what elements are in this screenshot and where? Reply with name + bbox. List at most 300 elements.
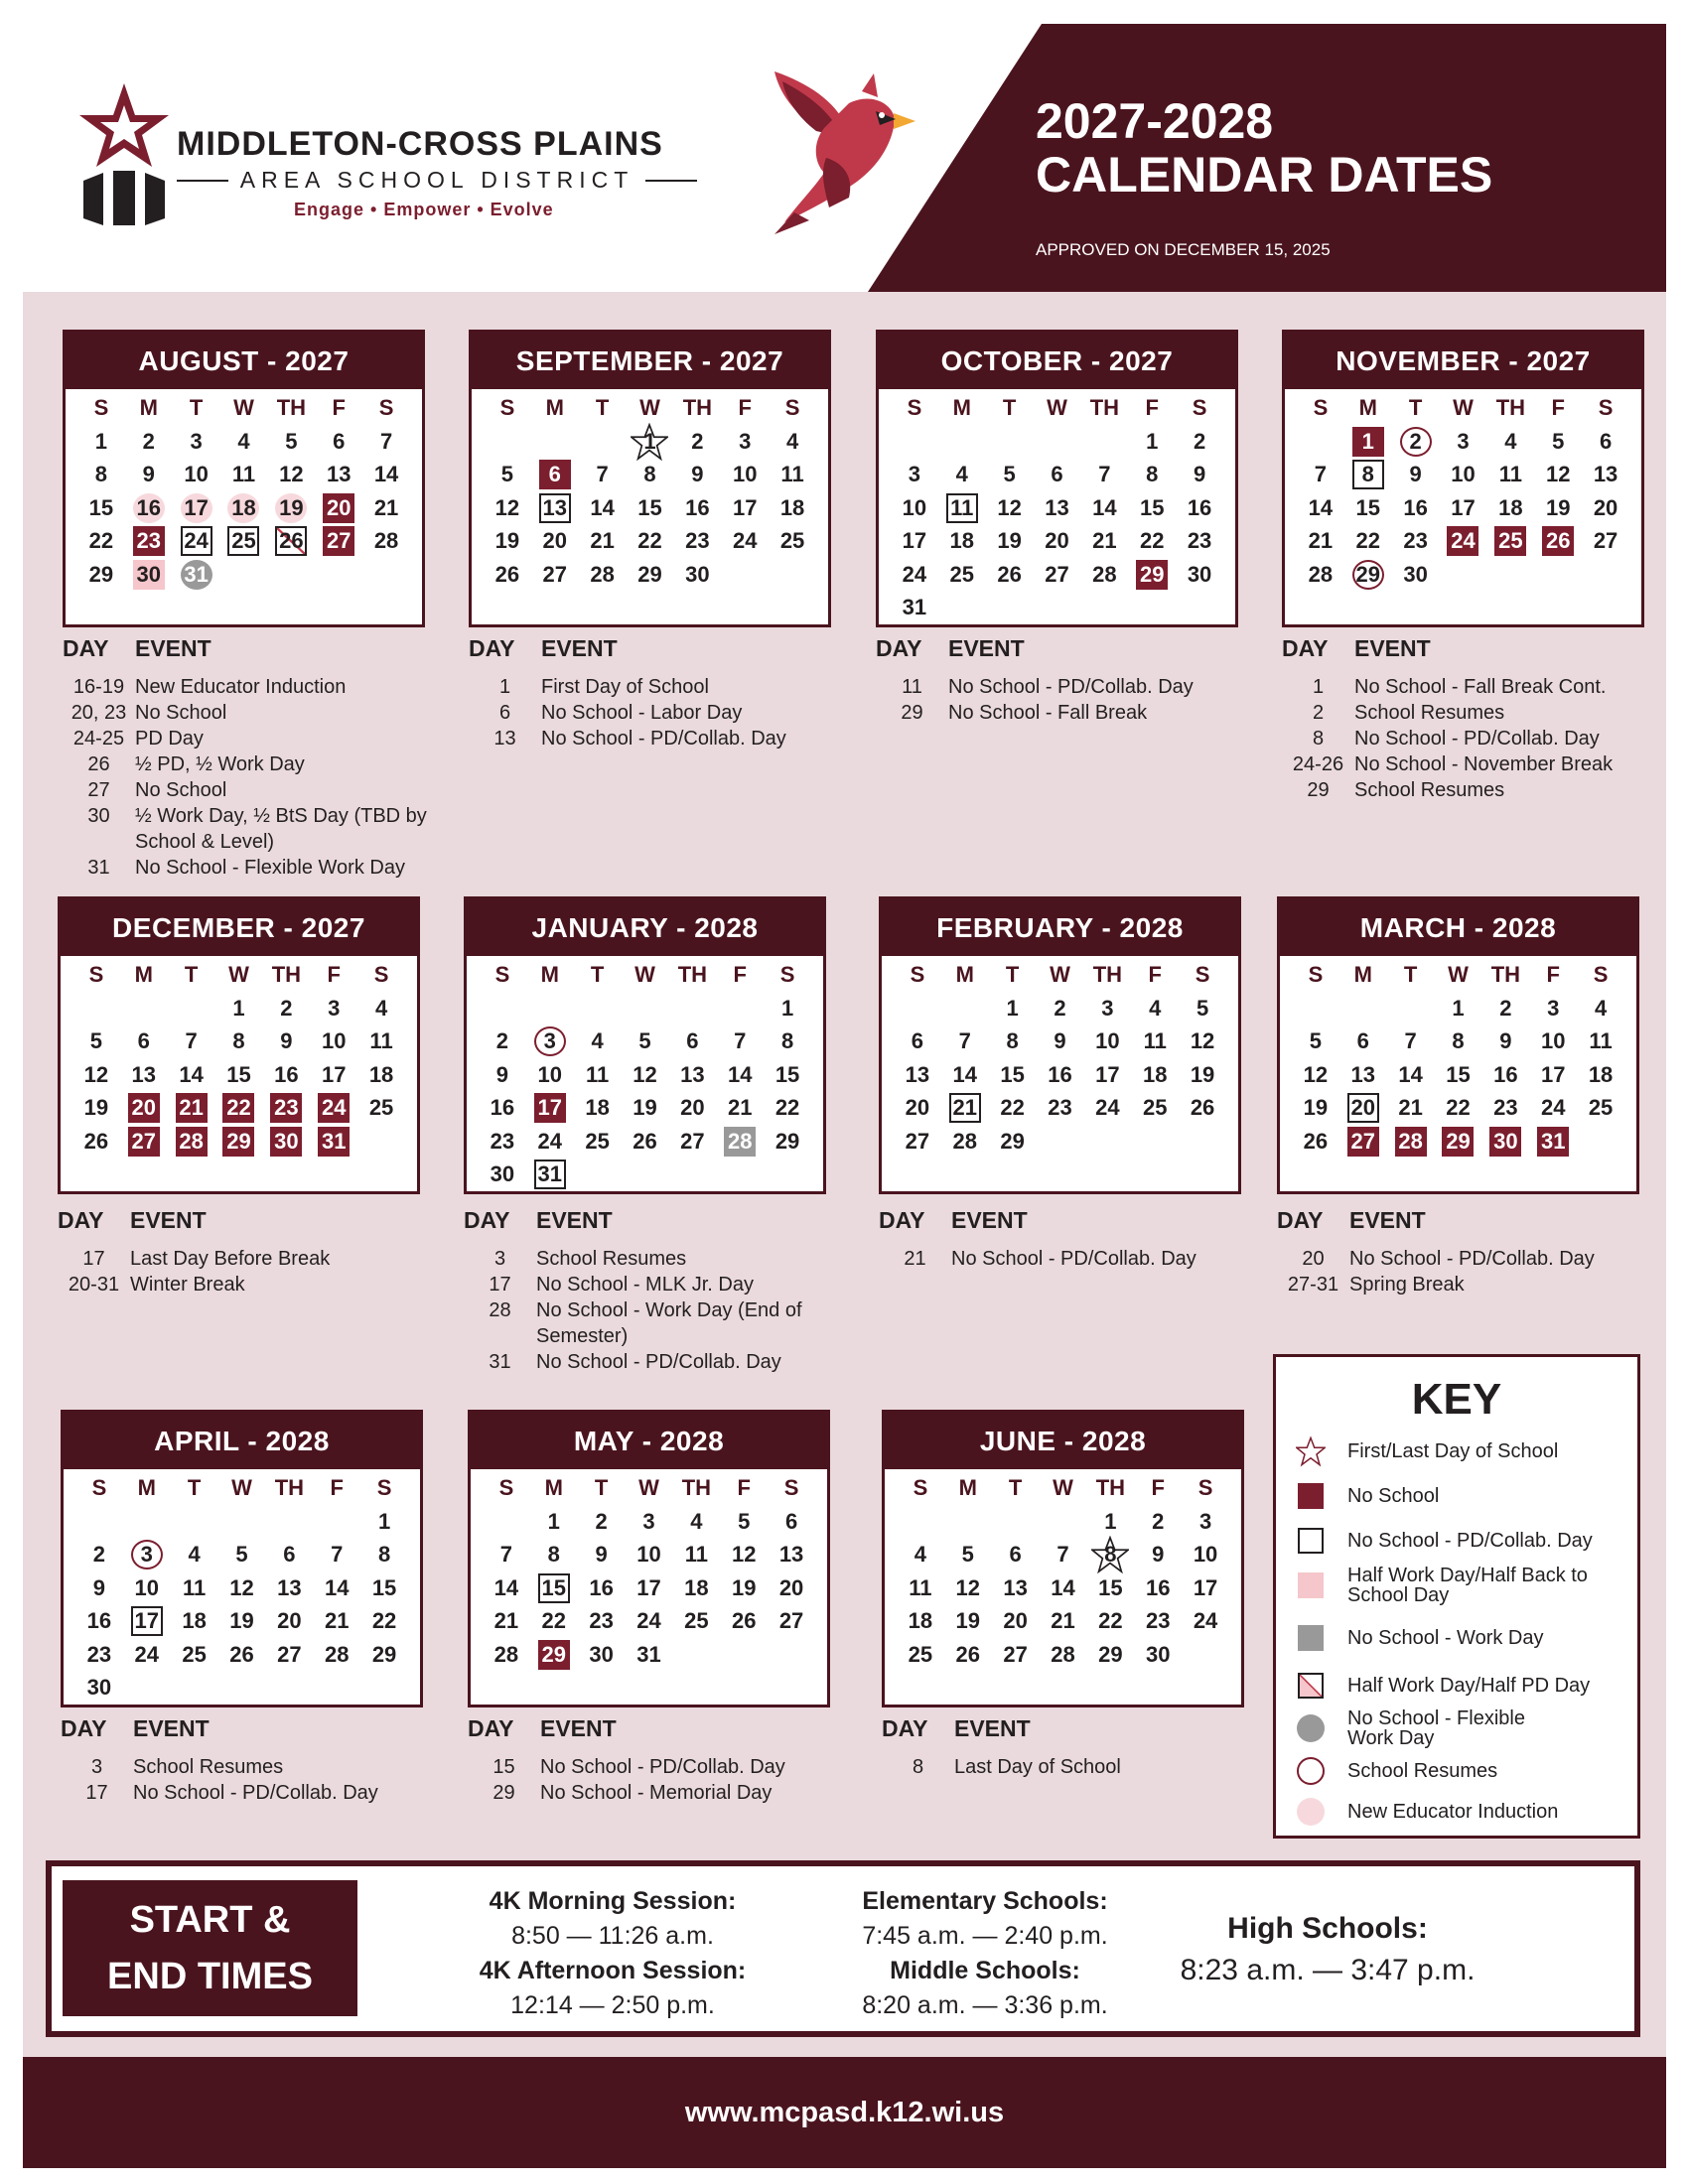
day-number: 1 bbox=[94, 428, 108, 454]
day-number: 16 bbox=[1145, 1574, 1171, 1600]
empty-day-cell bbox=[265, 1505, 313, 1539]
day-cell bbox=[310, 1092, 357, 1126]
day-cell bbox=[315, 425, 362, 459]
event-text: No School - PD/Collab. Day bbox=[540, 1756, 785, 1778]
weekday-header bbox=[484, 394, 816, 422]
district-logo-icon bbox=[70, 81, 179, 225]
day-cell bbox=[721, 491, 769, 525]
day-number: 2 bbox=[1193, 428, 1206, 454]
day-number: 5 bbox=[235, 1542, 248, 1568]
day-cell bbox=[310, 1058, 357, 1092]
day-number: 14 bbox=[727, 1061, 753, 1087]
day-number: 21 bbox=[176, 1093, 208, 1123]
day-number: 23 bbox=[270, 1093, 302, 1123]
event-day: 13 bbox=[493, 728, 516, 750]
day-number: 30 bbox=[490, 1161, 515, 1187]
event-column-header: EVENT bbox=[954, 1715, 1031, 1741]
event-column-header: EVENT bbox=[540, 1715, 617, 1741]
day-number: 20 bbox=[323, 493, 354, 523]
month-calendar bbox=[1277, 896, 1639, 1194]
day-number: 26 bbox=[1303, 1128, 1329, 1154]
empty-day-cell bbox=[526, 992, 574, 1025]
event-row bbox=[469, 674, 861, 700]
weekday-label: S bbox=[913, 1475, 928, 1500]
day-cell bbox=[716, 1058, 764, 1092]
weekday-label: M bbox=[1353, 962, 1372, 987]
weekday-label: T bbox=[187, 1475, 202, 1500]
day-cell bbox=[1034, 558, 1081, 592]
day-cell bbox=[315, 459, 362, 492]
day-column-header: DAY bbox=[882, 1715, 928, 1741]
empty-day-cell bbox=[171, 1505, 218, 1539]
day-cell bbox=[310, 1125, 357, 1159]
day-number: 4 bbox=[1594, 995, 1608, 1021]
weekday-label: S bbox=[1598, 395, 1614, 420]
day-number: 9 bbox=[1152, 1542, 1165, 1568]
day-number: 6 bbox=[1009, 1542, 1022, 1568]
day-cell bbox=[531, 525, 579, 559]
weekday-label: M bbox=[540, 962, 559, 987]
day-cell bbox=[75, 1571, 123, 1605]
day-cell bbox=[1577, 1092, 1624, 1126]
day-cell bbox=[77, 459, 125, 492]
event-day: 16-19 bbox=[72, 676, 125, 698]
day-cell bbox=[1534, 525, 1582, 559]
pink-square-icon bbox=[1298, 1572, 1324, 1598]
day-number: 12 bbox=[997, 494, 1022, 520]
k4-afternoon-title: 4K Afternoon Session: bbox=[479, 1957, 747, 1984]
day-number: 13 bbox=[1350, 1061, 1375, 1087]
day-number: 28 bbox=[1092, 561, 1117, 587]
day-number: 23 bbox=[1493, 1095, 1518, 1121]
event-row bbox=[469, 726, 861, 751]
day-cell bbox=[171, 1605, 218, 1639]
month-calendar bbox=[1282, 330, 1644, 627]
weekday-label: W bbox=[1050, 962, 1070, 987]
times-4k bbox=[424, 1884, 801, 2023]
event-row bbox=[464, 1246, 856, 1272]
empty-day-cell bbox=[75, 1505, 123, 1539]
times-label bbox=[63, 1880, 357, 2016]
day-number: 29 bbox=[1000, 1128, 1025, 1154]
event-list-header bbox=[469, 635, 861, 662]
day-number: 3 bbox=[534, 1026, 566, 1056]
day-cell bbox=[1037, 1058, 1084, 1092]
day-number: 2 bbox=[1499, 995, 1512, 1021]
weekday-label: F bbox=[1151, 1475, 1165, 1500]
day-cell bbox=[531, 491, 579, 525]
key-label: New Educator Induction bbox=[1347, 1801, 1559, 1823]
day-number: 26 bbox=[997, 561, 1022, 587]
empty-day-cell bbox=[668, 992, 716, 1025]
day-cell bbox=[1440, 491, 1487, 525]
empty-day-cell bbox=[1297, 425, 1344, 459]
day-cell bbox=[626, 1571, 673, 1605]
day-number: 20 bbox=[1045, 528, 1069, 554]
day-cell bbox=[1128, 558, 1176, 592]
day-number: 22 bbox=[1446, 1095, 1471, 1121]
weekday-label: S bbox=[91, 1475, 107, 1500]
day-number: 5 bbox=[285, 428, 298, 454]
day-number: 5 bbox=[1309, 1028, 1323, 1054]
day-cell bbox=[173, 558, 220, 592]
empty-day-cell bbox=[941, 992, 989, 1025]
day-cell bbox=[173, 425, 220, 459]
day-number: 15 bbox=[226, 1061, 251, 1087]
day-number: 6 bbox=[686, 1028, 699, 1054]
empty-day-cell bbox=[1034, 425, 1081, 459]
day-number: 3 bbox=[328, 995, 341, 1021]
day-cell bbox=[530, 1638, 578, 1672]
day-number: 13 bbox=[680, 1061, 705, 1087]
day-cell bbox=[1339, 1092, 1387, 1126]
day-number: 3 bbox=[1457, 428, 1470, 454]
day-cell bbox=[77, 558, 125, 592]
event-day: 1 bbox=[498, 676, 511, 698]
empty-day-cell bbox=[218, 1505, 266, 1539]
times-label-line1: START & bbox=[129, 1898, 291, 1941]
day-number: 19 bbox=[731, 1574, 757, 1600]
day-cell bbox=[1134, 1605, 1182, 1639]
event-text: PD Day bbox=[135, 728, 204, 750]
event-list-header bbox=[58, 1207, 450, 1234]
day-cell bbox=[626, 1539, 673, 1572]
day-cell bbox=[578, 1638, 626, 1672]
day-number: 16 bbox=[133, 493, 165, 523]
day-cell bbox=[168, 1092, 215, 1126]
pink-circle-icon bbox=[1297, 1798, 1325, 1826]
day-number: 10 bbox=[902, 494, 927, 520]
day-cell bbox=[1529, 1025, 1577, 1059]
day-number: 11 bbox=[1589, 1028, 1613, 1054]
day-number: 12 bbox=[1303, 1061, 1329, 1087]
day-cell bbox=[357, 992, 405, 1025]
day-number: 29 bbox=[637, 561, 662, 587]
website-link[interactable]: www.mcpasd.k12.wi.us bbox=[684, 2096, 1005, 2128]
event-list bbox=[468, 1715, 860, 1806]
day-number: 4 bbox=[785, 428, 799, 454]
key-title: KEY bbox=[1411, 1375, 1502, 1424]
day-number: 1 bbox=[377, 1508, 391, 1534]
day-cell bbox=[1297, 491, 1344, 525]
day-number: 3 bbox=[1198, 1508, 1212, 1534]
event-day: 30 bbox=[87, 805, 110, 827]
key-symbol-half-bts bbox=[1296, 1570, 1326, 1600]
day-cell bbox=[479, 1058, 526, 1092]
day-cell bbox=[1440, 525, 1487, 559]
day-cell bbox=[171, 1539, 218, 1572]
day-cell bbox=[941, 1125, 989, 1159]
day-number: 15 bbox=[1098, 1574, 1123, 1600]
day-cell bbox=[622, 1025, 669, 1059]
day-cell bbox=[1176, 425, 1223, 459]
high-school-time: 8:23 a.m. — 3:47 p.m. bbox=[1180, 1954, 1476, 1986]
day-cell bbox=[1387, 1092, 1435, 1126]
day-number: 27 bbox=[1045, 561, 1069, 587]
day-number: 6 bbox=[784, 1508, 798, 1534]
day-number: 23 bbox=[133, 526, 165, 556]
day-cell bbox=[484, 558, 531, 592]
weekday-header bbox=[1292, 961, 1624, 989]
day-cell bbox=[72, 1058, 120, 1092]
day-cell bbox=[125, 425, 173, 459]
day-number: 31 bbox=[534, 1160, 566, 1189]
day-number: 31 bbox=[902, 595, 927, 620]
day-number: 7 bbox=[185, 1028, 198, 1054]
weekday-header bbox=[894, 961, 1226, 989]
event-list-header bbox=[464, 1207, 856, 1234]
day-number: 22 bbox=[1139, 528, 1165, 554]
day-number: 18 bbox=[227, 493, 259, 523]
day-number: 12 bbox=[1545, 462, 1571, 487]
day-number: 6 bbox=[137, 1028, 150, 1054]
empty-day-cell bbox=[574, 992, 622, 1025]
empty-day-cell bbox=[313, 1505, 360, 1539]
event-day: 17 bbox=[82, 1248, 105, 1270]
empty-day-cell bbox=[1040, 1505, 1087, 1539]
day-cell bbox=[1339, 1025, 1387, 1059]
empty-day-cell bbox=[123, 1505, 171, 1539]
weekday-label: M bbox=[545, 395, 564, 420]
day-number: 11 bbox=[946, 493, 978, 523]
day-cell bbox=[1529, 1092, 1577, 1126]
day-cell bbox=[673, 558, 721, 592]
weekday-label: F bbox=[1551, 395, 1565, 420]
weekday-label: S bbox=[494, 962, 510, 987]
event-day: 20-31 bbox=[68, 1274, 120, 1296]
day-cell bbox=[77, 525, 125, 559]
day-number: 3 bbox=[908, 462, 921, 487]
day-number: 25 bbox=[1142, 1095, 1168, 1121]
day-number: 27 bbox=[542, 561, 567, 587]
day-number: 21 bbox=[1092, 528, 1117, 554]
day-number: 26 bbox=[1190, 1095, 1215, 1121]
day-cell bbox=[1083, 1058, 1131, 1092]
day-cell bbox=[894, 1058, 941, 1092]
day-number: 14 bbox=[493, 1574, 519, 1600]
day-cell bbox=[1440, 459, 1487, 492]
day-cell bbox=[894, 1025, 941, 1059]
weekday-label: F bbox=[737, 1475, 751, 1500]
day-column-header: DAY bbox=[58, 1207, 104, 1233]
day-column-header: DAY bbox=[1282, 635, 1329, 661]
empty-day-cell bbox=[944, 1505, 992, 1539]
day-number: 4 bbox=[188, 1542, 201, 1568]
day-number: 7 bbox=[379, 428, 393, 454]
day-cell bbox=[1529, 1058, 1577, 1092]
day-number: 10 bbox=[537, 1061, 562, 1087]
day-number: 9 bbox=[1499, 1028, 1512, 1054]
day-grid bbox=[77, 425, 410, 592]
day-number: 30 bbox=[86, 1675, 112, 1701]
day-cell bbox=[218, 1571, 266, 1605]
day-cell bbox=[1086, 1505, 1134, 1539]
day-number: 21 bbox=[949, 1093, 981, 1123]
event-text: No School - Memorial Day bbox=[540, 1782, 773, 1804]
day-cell bbox=[668, 1025, 716, 1059]
day-number: 8 bbox=[1452, 1028, 1465, 1054]
day-cell bbox=[1486, 459, 1534, 492]
day-cell bbox=[218, 1605, 266, 1639]
day-number: 30 bbox=[270, 1127, 302, 1157]
event-day: 31 bbox=[87, 857, 110, 879]
day-number: 3 bbox=[131, 1540, 163, 1570]
day-number: 14 bbox=[324, 1574, 350, 1600]
day-number: 19 bbox=[633, 1095, 657, 1121]
day-number: 11 bbox=[780, 462, 804, 487]
day-grid bbox=[897, 1505, 1229, 1672]
day-cell bbox=[1134, 1571, 1182, 1605]
day-number: 15 bbox=[538, 1573, 570, 1603]
day-number: 6 bbox=[283, 1542, 296, 1568]
event-list bbox=[1277, 1207, 1669, 1297]
day-cell bbox=[721, 425, 769, 459]
day-number: 11 bbox=[909, 1574, 932, 1600]
day-number: 7 bbox=[958, 1028, 971, 1054]
day-number: 26 bbox=[83, 1128, 109, 1154]
weekday-label: S bbox=[1593, 962, 1609, 987]
day-cell bbox=[627, 425, 674, 459]
day-cell bbox=[578, 1539, 626, 1572]
day-cell bbox=[769, 425, 816, 459]
day-cell bbox=[77, 425, 125, 459]
day-number: 7 bbox=[734, 1028, 747, 1054]
event-day: 8 bbox=[1312, 728, 1325, 750]
day-cell bbox=[530, 1605, 578, 1639]
day-number: 25 bbox=[1494, 526, 1526, 556]
day-number: 9 bbox=[595, 1542, 608, 1568]
day-cell bbox=[1134, 1539, 1182, 1572]
event-list-header bbox=[876, 635, 1268, 662]
day-cell bbox=[168, 1125, 215, 1159]
day-number: 20 bbox=[1347, 1093, 1379, 1123]
day-cell bbox=[483, 1539, 530, 1572]
weekday-label: S bbox=[499, 395, 515, 420]
day-cell bbox=[1179, 1058, 1226, 1092]
day-number: 22 bbox=[371, 1608, 397, 1634]
day-cell bbox=[1182, 1539, 1229, 1572]
empty-day-cell bbox=[716, 992, 764, 1025]
day-number: 26 bbox=[275, 526, 307, 556]
day-number: 27 bbox=[778, 1608, 804, 1634]
day-number: 27 bbox=[323, 526, 354, 556]
day-cell bbox=[944, 1605, 992, 1639]
day-number: 8 bbox=[94, 462, 108, 487]
day-cell bbox=[220, 425, 268, 459]
day-number: 21 bbox=[1051, 1608, 1075, 1634]
event-text: No School bbox=[135, 779, 227, 801]
day-number: 24 bbox=[1540, 1095, 1566, 1121]
day-cell bbox=[72, 1092, 120, 1126]
day-cell bbox=[1083, 992, 1131, 1025]
day-number: 12 bbox=[229, 1574, 254, 1600]
day-cell bbox=[1435, 992, 1482, 1025]
day-cell bbox=[764, 1025, 811, 1059]
day-number: 16 bbox=[1048, 1061, 1072, 1087]
day-number: 3 bbox=[190, 428, 203, 454]
weekday-label: F bbox=[332, 395, 346, 420]
day-number: 24 bbox=[636, 1608, 661, 1634]
key-symbol-flex bbox=[1296, 1713, 1326, 1743]
event-row bbox=[1277, 1246, 1669, 1272]
day-cell bbox=[720, 1605, 768, 1639]
day-cell bbox=[1086, 1638, 1134, 1672]
day-number: 1 bbox=[1452, 995, 1465, 1021]
day-number: 1 bbox=[1146, 428, 1159, 454]
day-number: 17 bbox=[1095, 1061, 1120, 1087]
day-number: 17 bbox=[1540, 1061, 1566, 1087]
day-number: 17 bbox=[534, 1093, 566, 1123]
day-number: 27 bbox=[1003, 1641, 1028, 1667]
day-cell bbox=[360, 1505, 408, 1539]
day-number: 13 bbox=[277, 1574, 302, 1600]
day-number: 9 bbox=[142, 462, 155, 487]
event-row bbox=[468, 1754, 860, 1780]
key-item-flex bbox=[1296, 1708, 1627, 1748]
day-number: 20 bbox=[905, 1095, 930, 1121]
day-number: 5 bbox=[1552, 428, 1565, 454]
key-label: First/Last Day of School bbox=[1347, 1440, 1559, 1462]
day-number: 4 bbox=[237, 428, 250, 454]
event-row bbox=[63, 855, 455, 881]
day-cell bbox=[123, 1571, 171, 1605]
filled-square-icon bbox=[1298, 1483, 1324, 1509]
day-number: 28 bbox=[1308, 561, 1334, 587]
day-cell bbox=[315, 525, 362, 559]
event-text: No School - PD/Collab. Day bbox=[133, 1782, 378, 1804]
day-number: 28 bbox=[373, 528, 399, 554]
event-row bbox=[464, 1297, 856, 1349]
empty-day-cell bbox=[1339, 992, 1387, 1025]
event-day: 31 bbox=[489, 1351, 511, 1373]
event-text: No School - MLK Jr. Day bbox=[536, 1274, 754, 1296]
day-number: 10 bbox=[1540, 1028, 1566, 1054]
day-cell bbox=[1392, 558, 1440, 592]
district-subtitle-text: AREA SCHOOL DISTRICT bbox=[239, 167, 634, 193]
event-row bbox=[58, 1272, 450, 1297]
event-row bbox=[464, 1272, 856, 1297]
weekday-label: S bbox=[498, 1475, 514, 1500]
weekday-label: W bbox=[634, 962, 655, 987]
event-column-header: EVENT bbox=[541, 635, 618, 661]
day-number: 30 bbox=[133, 560, 165, 590]
event-row bbox=[876, 674, 1268, 700]
day-cell bbox=[530, 1571, 578, 1605]
day-grid bbox=[75, 1505, 408, 1705]
day-number: 26 bbox=[1542, 526, 1574, 556]
day-cell bbox=[531, 459, 579, 492]
month-calendar bbox=[58, 896, 420, 1194]
day-cell bbox=[265, 1539, 313, 1572]
day-number: 10 bbox=[134, 1574, 159, 1600]
day-number: 19 bbox=[997, 528, 1022, 554]
empty-day-cell bbox=[579, 425, 627, 459]
day-cell bbox=[989, 1025, 1037, 1059]
day-cell bbox=[360, 1571, 408, 1605]
day-number: 22 bbox=[1355, 528, 1380, 554]
day-cell bbox=[989, 1125, 1037, 1159]
day-cell bbox=[75, 1605, 123, 1639]
weekday-label: T bbox=[184, 962, 199, 987]
day-number: 2 bbox=[1152, 1508, 1165, 1534]
event-text: No School - Work Day (End of Semester) bbox=[536, 1299, 802, 1347]
day-number: 31 bbox=[181, 560, 212, 590]
day-cell bbox=[1080, 459, 1128, 492]
weekday-label: T bbox=[1005, 962, 1020, 987]
day-cell bbox=[989, 992, 1037, 1025]
day-grid bbox=[72, 992, 405, 1159]
day-cell bbox=[484, 459, 531, 492]
